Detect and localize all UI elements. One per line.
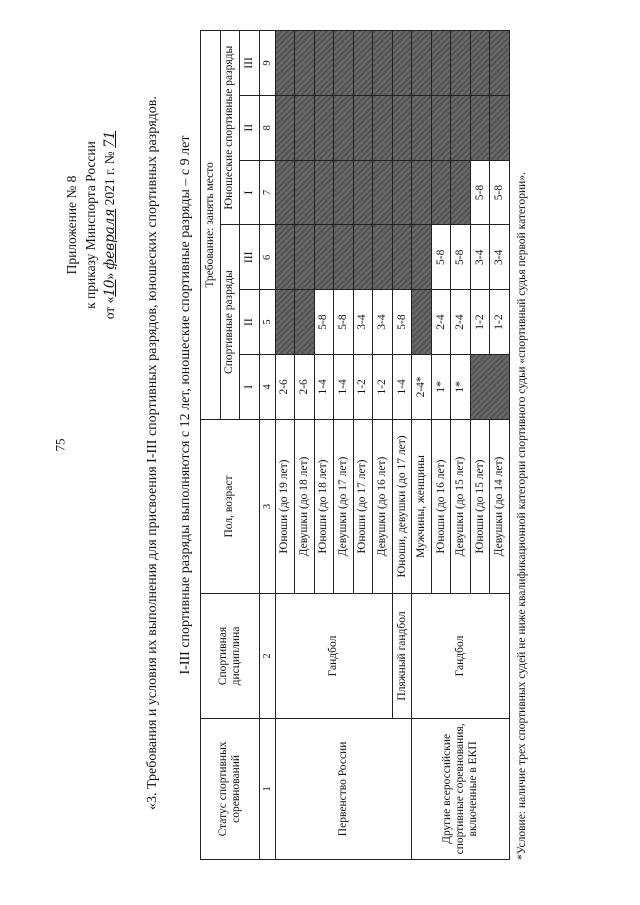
value-cell: 5-8 [451, 225, 471, 290]
value-cell: 3-4 [373, 290, 393, 355]
shaded-cell [392, 95, 412, 160]
column-index: 2 [259, 594, 275, 719]
value-cell: 5-8 [334, 290, 354, 355]
age-cell: Юноши (до 15 лет) [470, 419, 490, 593]
appendix-date-line: от «10» февраля 2021 г. № 71 [102, 130, 118, 320]
shaded-cell [295, 31, 315, 96]
appendix-title: Приложение № 8 [64, 175, 79, 275]
shaded-cell [275, 225, 295, 290]
shaded-cell [353, 225, 373, 290]
value-cell: 1-2 [373, 354, 393, 419]
header-youth-ranks: Юношеские спортивные разряды [220, 31, 240, 225]
shaded-cell [431, 31, 451, 96]
column-index: 7 [259, 160, 275, 225]
value-cell: 2-6 [275, 354, 295, 419]
shaded-cell [353, 95, 373, 160]
column-index: 5 [259, 290, 275, 355]
value-cell: 1-2 [490, 290, 510, 355]
header-gender-age: Пол, возраст [201, 419, 260, 593]
shaded-cell [295, 225, 315, 290]
intro-paragraph: «3. Требования и условия их выполнения для присвоения I-III спортивных разрядов, юношеских спортивных разрядов. [145, 96, 160, 810]
rank-header: III [240, 225, 260, 290]
value-cell: 2-4 [431, 290, 451, 355]
value-cell: 1* [431, 354, 451, 419]
value-cell: 3-4 [470, 225, 490, 290]
shaded-cell [470, 354, 509, 419]
value-cell: 5-8 [490, 160, 510, 225]
shaded-cell [353, 160, 373, 225]
handwritten-day: 10 [102, 279, 118, 297]
shaded-cell [353, 31, 373, 96]
rank-header: I [240, 160, 260, 225]
shaded-cell [490, 95, 510, 160]
header-status: Статус спортивных соревнований [201, 718, 260, 859]
shaded-cell [295, 160, 315, 225]
shaded-cell [275, 290, 295, 355]
age-cell: Девушки (до 16 лет) [373, 419, 393, 593]
section-title: I-III спортивные разряды выполняются с 12 лет, юношеские спортивные разряды – с 9 лет [178, 135, 193, 675]
shaded-cell [470, 95, 490, 160]
discipline-cell: Гандбол [412, 594, 510, 719]
discipline-cell: Гандбол [275, 594, 392, 719]
age-cell: Юноши (до 19 лет) [275, 419, 295, 593]
shaded-cell [314, 160, 334, 225]
age-cell: Мужчины, женщины [412, 419, 432, 593]
age-cell: Юноши (до 18 лет) [314, 419, 334, 593]
shaded-cell [412, 31, 432, 96]
shaded-cell [431, 160, 451, 225]
shaded-cell [412, 160, 432, 225]
shaded-cell [392, 225, 412, 290]
shaded-cell [412, 225, 432, 290]
page-number: 75 [52, 438, 68, 452]
shaded-cell [314, 225, 334, 290]
value-cell: 1-2 [353, 354, 373, 419]
value-cell: 1-4 [314, 354, 334, 419]
table-row [412, 31, 432, 860]
shaded-cell [334, 31, 354, 96]
shaded-cell [334, 160, 354, 225]
shaded-cell [334, 95, 354, 160]
status-cell: Первенство России [275, 718, 412, 859]
header-requirement: Требование: занять место [201, 31, 221, 420]
requirements-table [200, 30, 510, 860]
value-cell: 2-4* [412, 354, 432, 419]
value-cell: 5-8 [314, 290, 334, 355]
shaded-cell [275, 95, 295, 160]
table-row [275, 31, 295, 860]
age-cell: Девушки (до 15 лет) [451, 419, 471, 593]
column-index: 1 [259, 718, 275, 859]
value-cell: 2-6 [295, 354, 315, 419]
appendix-order-ref: к приказу Минспорта России [83, 141, 98, 309]
shaded-cell [451, 160, 471, 225]
shaded-cell [275, 31, 295, 96]
column-index: 8 [259, 95, 275, 160]
shaded-cell [295, 95, 315, 160]
column-index: 4 [259, 354, 275, 419]
table-header-row [201, 31, 221, 860]
value-cell: 3-4 [353, 290, 373, 355]
shaded-cell [373, 31, 393, 96]
column-index: 6 [259, 225, 275, 290]
rank-header: III [240, 31, 260, 96]
shaded-cell [412, 290, 432, 355]
shaded-cell [431, 95, 451, 160]
value-cell: 5-8 [470, 160, 490, 225]
rank-header: II [240, 290, 260, 355]
rank-header: I [240, 354, 260, 419]
age-cell: Девушки (до 14 лет) [490, 419, 510, 593]
appendix-header [62, 105, 120, 345]
age-cell: Девушки (до 18 лет) [295, 419, 315, 593]
shaded-cell [334, 225, 354, 290]
header-sport-ranks: Спортивные разряды [220, 225, 240, 419]
shaded-cell [470, 31, 490, 96]
shaded-cell [490, 31, 510, 96]
value-cell: 5-8 [431, 225, 451, 290]
shaded-cell [314, 95, 334, 160]
shaded-cell [451, 31, 471, 96]
column-index-row [259, 31, 275, 860]
shaded-cell [392, 31, 412, 96]
shaded-cell [373, 160, 393, 225]
age-cell: Юноши (до 16 лет) [431, 419, 451, 593]
value-cell: 5-8 [392, 290, 412, 355]
header-discipline: Спортивная дисциплина [201, 594, 260, 719]
age-cell: Девушки (до 17 лет) [334, 419, 354, 593]
value-cell: 2-4 [451, 290, 471, 355]
column-index: 3 [259, 419, 275, 593]
value-cell: 1-4 [334, 354, 354, 419]
status-cell: Другие всероссийские спортивные соревнования, включенные в ЕКП [412, 718, 510, 859]
shaded-cell [451, 95, 471, 160]
discipline-cell: Пляжный гандбол [392, 594, 412, 719]
handwritten-number: 71 [102, 130, 118, 148]
rank-header: II [240, 95, 260, 160]
shaded-cell [392, 160, 412, 225]
shaded-cell [275, 160, 295, 225]
shaded-cell [295, 290, 315, 355]
shaded-cell [314, 31, 334, 96]
age-cell: Юноши (до 17 лет) [353, 419, 373, 593]
shaded-cell [373, 95, 393, 160]
value-cell: 3-4 [490, 225, 510, 290]
shaded-cell [373, 225, 393, 290]
value-cell: 1* [451, 354, 471, 419]
handwritten-month: февраля [102, 208, 118, 270]
footnote: *Условие: наличие трех спортивных судей не ниже квалификационной категории спортивного судьи «спортивный судья первой категории». [516, 172, 528, 860]
age-cell: Юноши, девушки (до 17 лет) [392, 419, 412, 593]
value-cell: 1-4 [392, 354, 412, 419]
value-cell: 1-2 [470, 290, 490, 355]
shaded-cell [412, 95, 432, 160]
column-index: 9 [259, 31, 275, 96]
